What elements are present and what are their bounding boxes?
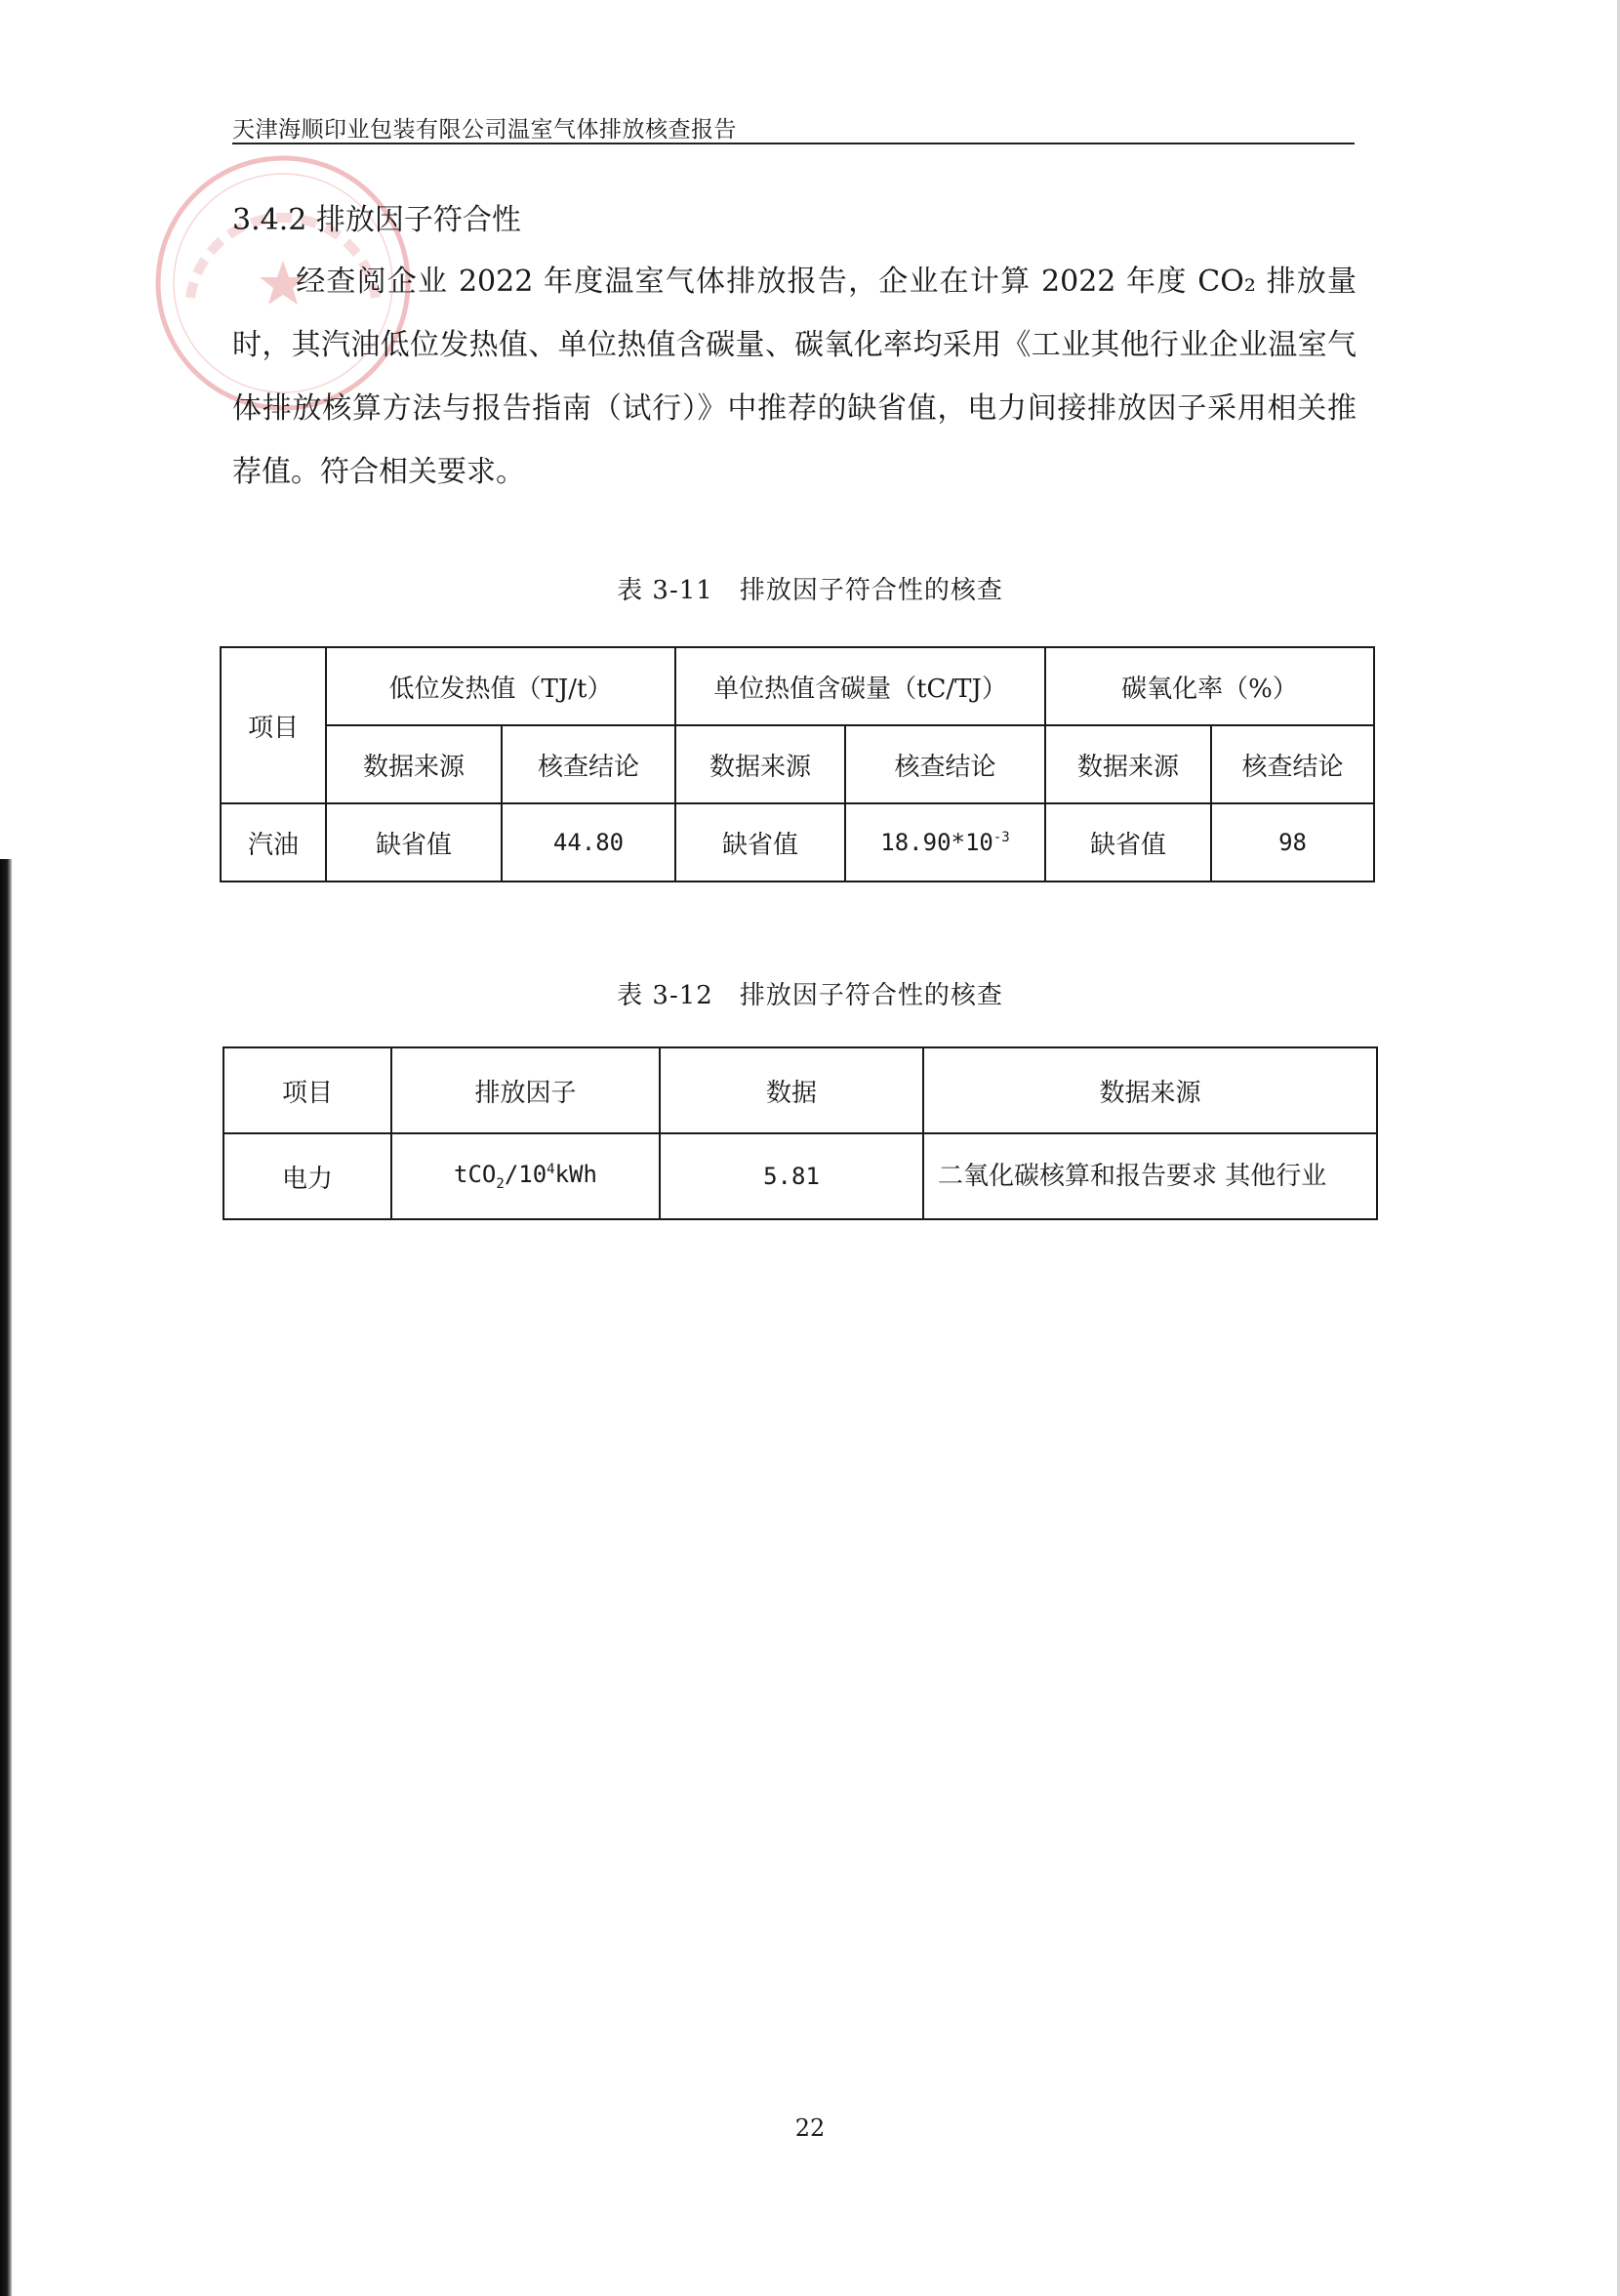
- subheader-source: 数据来源: [675, 725, 845, 803]
- table-row: [221, 803, 1374, 882]
- ncv-value: 44.80: [502, 803, 675, 882]
- subheader-source: 数据来源: [1045, 725, 1211, 803]
- ox-source: 缺省值: [1045, 803, 1211, 882]
- subheader-source: 数据来源: [326, 725, 502, 803]
- table-subheader-row: [221, 725, 1374, 803]
- section-title: 3.4.2 排放因子符合性: [232, 203, 521, 237]
- header-factor: 排放因子: [391, 1047, 660, 1133]
- subheader-conclusion: 核查结论: [845, 725, 1045, 803]
- header-value: 数据: [660, 1047, 923, 1133]
- table-row: [223, 1133, 1377, 1219]
- cc-value-base: 18.90*10: [880, 829, 993, 856]
- factor-unit: [391, 1133, 660, 1219]
- emission-factor-table-3-11: [220, 646, 1375, 882]
- page-number: 22: [794, 2114, 826, 2142]
- unit-part: /10: [504, 1161, 547, 1189]
- header-divider: [232, 143, 1355, 144]
- subheader-conclusion: 核查结论: [502, 725, 675, 803]
- table-header-row: [223, 1047, 1377, 1133]
- scan-shadow-left: [0, 859, 12, 2296]
- unit-subscript: 2: [496, 1175, 505, 1192]
- table-caption-3-12: 表 3-12 排放因子符合性的核查: [617, 981, 1003, 1010]
- paragraph-text: 经查阅企业 2022 年度温室气体排放报告，企业在计算 2022 年度 CO₂ 排放量时，其汽油低位发热值、单位热值含碳量、碳氧化率均采用《工业其他行业企业温室气体排放核算方法与报告指南（试行）》中推荐的缺省值，电力间接排放因子采用相关推荐值。符合相关要求。: [232, 265, 1357, 489]
- cc-value-exponent: -3: [992, 830, 1010, 845]
- item-header: 项目: [221, 647, 326, 803]
- factor-source: 二氧化碳核算和报告要求 其他行业: [923, 1133, 1377, 1219]
- subheader-conclusion: 核查结论: [1211, 725, 1374, 803]
- table-header-row: [221, 647, 1374, 725]
- factor-value: 5.81: [660, 1133, 923, 1219]
- row-item: 电力: [223, 1133, 391, 1219]
- emission-factor-table-3-12: [223, 1046, 1378, 1220]
- section-paragraph: [232, 250, 1357, 504]
- cc-value: [845, 803, 1045, 882]
- unit-part: tCO: [454, 1161, 497, 1189]
- table-caption-3-11: 表 3-11 排放因子符合性的核查: [617, 576, 1003, 605]
- header-source: 数据来源: [923, 1047, 1377, 1133]
- ncv-source: 缺省值: [326, 803, 502, 882]
- group-carbon-content-header: 单位热值含碳量（tC/TJ）: [675, 647, 1045, 725]
- unit-part: kWh: [554, 1161, 597, 1189]
- unit-superscript: 4: [547, 1162, 555, 1178]
- row-item: 汽油: [221, 803, 326, 882]
- ox-value: 98: [1211, 803, 1374, 882]
- cc-source: 缺省值: [675, 803, 845, 882]
- page-header: 天津海顺印业包装有限公司温室气体排放核查报告: [232, 117, 737, 143]
- group-oxidation-header: 碳氧化率（%）: [1045, 647, 1374, 725]
- group-ncv-header: 低位发热值（TJ/t）: [326, 647, 675, 725]
- header-item: 项目: [223, 1047, 391, 1133]
